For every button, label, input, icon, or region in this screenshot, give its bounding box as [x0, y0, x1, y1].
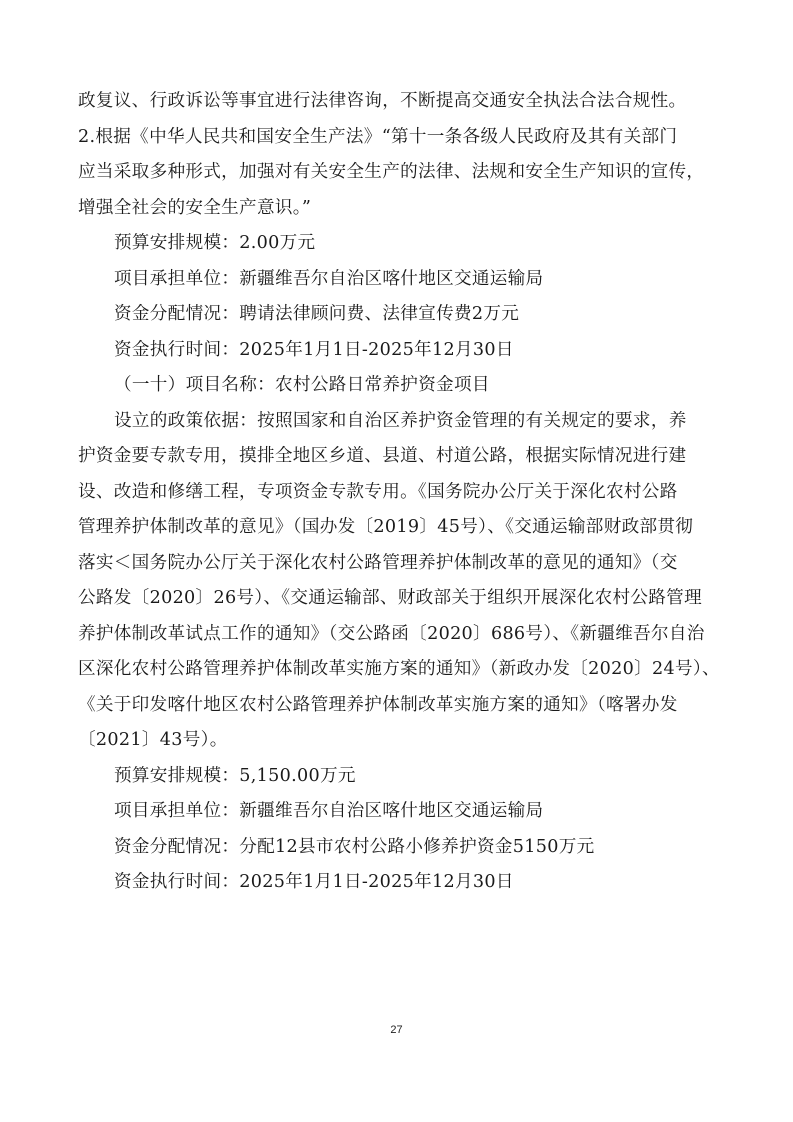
project-title-10: （一十）项目名称：农村公路日常养护资金项目 [114, 375, 490, 395]
responsible-unit-1: 项目承担单位：新疆维吾尔自治区喀什地区交通运输局 [114, 268, 544, 289]
budget-scale-2: 预算安排规模：5,150.00万元 [114, 765, 356, 786]
policy-basis-line-9: 《关于印发喀什地区农村公路管理养护体制改革实施方案的通知》（喀署办发 [78, 694, 678, 715]
policy-basis-line-6: 公路发〔2020〕26号）、《交通运输部、财政部关于组织开展深化农村公路管理 [78, 588, 702, 608]
fund-allocation-2: 资金分配情况：分配12县市农村公路小修养护资金5150万元 [114, 836, 595, 857]
document-body [78, 84, 718, 901]
policy-basis-line-1: 设立的政策依据：按照国家和自治区养护资金管理的有关规定的要求，养 [114, 410, 687, 431]
text-line-3: 应当采取多种形式，加强对有关安全生产的法律、法规和安全生产知识的宣传， [78, 162, 705, 182]
page-number: 27 [390, 1024, 403, 1036]
text-line-2: 2.根据《中华人民共和国安全生产法》“第十一条各级人民政府及其有关部门 [78, 126, 678, 147]
fund-allocation-1: 资金分配情况：聘请法律顾问费、法律宣传费2万元 [114, 304, 520, 324]
execution-time-2: 资金执行时间：2025年1月1日-2025年12月30日 [114, 872, 514, 892]
execution-time-1: 资金执行时间：2025年1月1日-2025年12月30日 [114, 339, 514, 360]
policy-basis-line-5: 落实＜国务院办公厅关于深化农村公路管理养护体制改革的意见的通知》（交 [78, 552, 678, 573]
text-line-1: 政复议、行政诉讼等事宜进行法律咨询，不断提高交通安全执法合法合规性。 [78, 91, 687, 111]
policy-basis-line-7: 养护体制改革试点工作的通知》（交公路函〔2020〕686号）、《新疆维吾尔自治 [78, 623, 705, 644]
policy-basis-line-8: 区深化农村公路管理养护体制改革实施方案的通知》（新政办发〔2020〕24号）、 [78, 659, 720, 679]
policy-basis-line-4: 管理养护体制改革的意见》（国办发〔2019〕45号）、《交通运输部财政部贯彻 [78, 517, 694, 537]
budget-scale-1: 预算安排规模：2.00万元 [114, 233, 316, 253]
responsible-unit-2: 项目承担单位：新疆维吾尔自治区喀什地区交通运输局 [114, 801, 544, 821]
text-line-4: 增强全社会的安全生产意识。” [78, 197, 312, 218]
policy-basis-line-10: 〔2021〕43号）。 [78, 730, 228, 750]
policy-basis-line-3: 设、改造和修缮工程，专项资金专款专用。《国务院办公厅关于深化农村公路 [78, 481, 678, 502]
policy-basis-line-2: 护资金要专款专用，摸排全地区乡道、县道、村道公路，根据实际情况进行建 [78, 446, 687, 466]
